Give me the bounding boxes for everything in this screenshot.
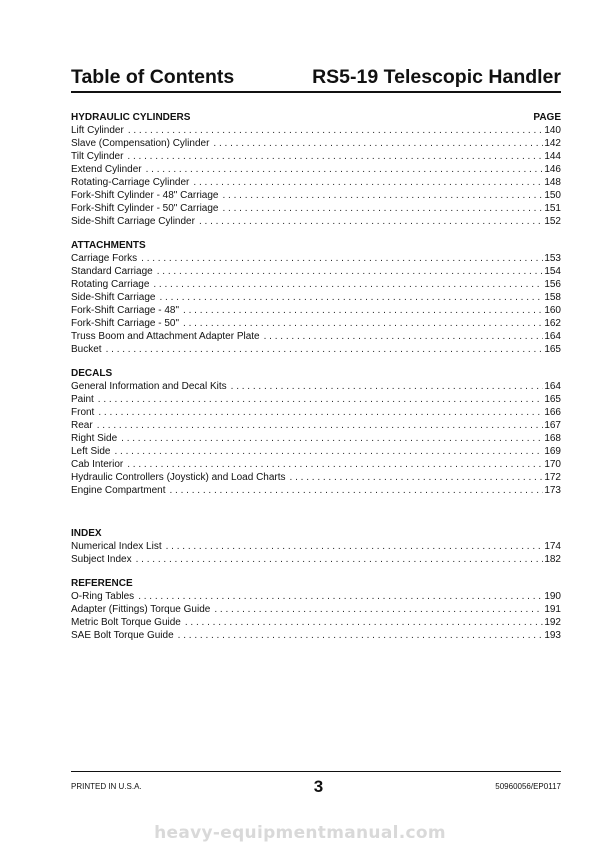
entry-page: 142: [544, 138, 561, 149]
entry-page: 158: [544, 292, 561, 303]
entry-page: 152: [544, 216, 561, 227]
entry-title: Slave (Compensation) Cylinder: [71, 138, 210, 149]
dot-leader: [170, 484, 544, 497]
dot-leader: [127, 150, 543, 163]
toc-entry[interactable]: [71, 553, 561, 566]
entry-title: Rotating Carriage: [71, 279, 150, 290]
entry-title: Side-Shift Carriage Cylinder: [71, 216, 195, 227]
entry-page: 192: [544, 617, 561, 628]
dot-leader: [138, 590, 543, 603]
toc-entry[interactable]: [71, 419, 561, 432]
entry-title: Extend Cylinder: [71, 164, 142, 175]
entry-title: Bucket: [71, 344, 102, 355]
entry-page: 172: [544, 472, 561, 483]
section-title: DECALS: [71, 368, 113, 379]
dot-leader: [153, 278, 543, 291]
toc-entry[interactable]: [71, 471, 561, 484]
entry-title: Cab Interior: [71, 459, 124, 470]
section-heading: [71, 111, 561, 124]
dot-leader: [146, 163, 544, 176]
entry-title: Fork-Shift Cylinder - 48" Carriage: [71, 190, 219, 201]
toc-entry[interactable]: [71, 629, 561, 642]
entry-title: Numerical Index List: [71, 541, 162, 552]
dot-leader: [290, 471, 544, 484]
header-right-title: RS5-19 Telescopic Handler: [312, 66, 561, 88]
entry-title: Fork-Shift Carriage - 48": [71, 305, 180, 316]
entry-page: 160: [544, 305, 561, 316]
entry-title: Truss Boom and Attachment Adapter Plate: [71, 331, 260, 342]
entry-title: Left Side: [71, 446, 111, 457]
entry-page: 169: [544, 446, 561, 457]
section-title: HYDRAULIC CYLINDERS: [71, 112, 191, 123]
entry-title: Front: [71, 407, 95, 418]
toc-section-decals: [71, 367, 561, 497]
toc-entry[interactable]: [71, 406, 561, 419]
dot-leader: [199, 215, 543, 228]
toc-entry[interactable]: [71, 484, 561, 497]
dot-leader: [183, 317, 543, 330]
entry-page: 165: [544, 394, 561, 405]
section-heading: [71, 239, 561, 252]
dot-leader: [231, 380, 544, 393]
entry-title: Fork-Shift Cylinder - 50" Carriage: [71, 203, 219, 214]
entry-page: 153: [544, 253, 561, 264]
page-footer: [71, 771, 561, 796]
entry-title: Metric Bolt Torque Guide: [71, 617, 181, 628]
dot-leader: [141, 252, 543, 265]
toc-section-reference: [71, 577, 561, 642]
entry-page: 170: [544, 459, 561, 470]
toc-entry[interactable]: [71, 278, 561, 291]
entry-page: 148: [544, 177, 561, 188]
entry-page: 165: [544, 344, 561, 355]
entry-title: Subject Index: [71, 554, 132, 565]
entry-page: 173: [544, 485, 561, 496]
entry-title: Tilt Cylinder: [71, 151, 124, 162]
entry-page: 162: [544, 318, 561, 329]
entry-page: 150: [544, 190, 561, 201]
dot-leader: [213, 137, 543, 150]
toc-entry[interactable]: [71, 150, 561, 163]
toc-entry[interactable]: [71, 317, 561, 330]
toc-entry[interactable]: [71, 380, 561, 393]
entry-title: Fork-Shift Carriage - 50": [71, 318, 180, 329]
toc-section-hydraulic-cylinders: [71, 111, 561, 228]
entry-page: 191: [544, 604, 561, 615]
entry-title: Engine Compartment: [71, 485, 166, 496]
entry-page: 182: [544, 554, 561, 565]
toc-entry[interactable]: [71, 252, 561, 265]
entry-page: 144: [544, 151, 561, 162]
entry-page: 156: [544, 279, 561, 290]
entry-title: Right Side: [71, 433, 118, 444]
entry-page: 174: [544, 541, 561, 552]
toc-section-index: [71, 527, 561, 566]
dot-leader: [136, 553, 544, 566]
document-code: 50960056/EP0117: [495, 782, 561, 791]
toc-entry[interactable]: [71, 458, 561, 471]
dot-leader: [183, 304, 543, 317]
dot-leader: [223, 189, 544, 202]
toc-section-attachments: [71, 239, 561, 356]
section-heading: [71, 367, 561, 380]
dot-leader: [97, 419, 544, 432]
section-heading: [71, 527, 561, 540]
section-title: ATTACHMENTS: [71, 240, 146, 251]
page-number: 3: [313, 777, 324, 796]
entry-page: 140: [544, 125, 561, 136]
entry-title: Side-Shift Carriage: [71, 292, 156, 303]
entry-title: Standard Carriage: [71, 266, 153, 277]
toc-entry[interactable]: [71, 304, 561, 317]
toc-entry[interactable]: [71, 137, 561, 150]
dot-leader: [157, 265, 544, 278]
toc-entry[interactable]: [71, 616, 561, 629]
toc-entry[interactable]: [71, 124, 561, 137]
entry-title: Carriage Forks: [71, 253, 138, 264]
section-heading: [71, 577, 561, 590]
entry-page: 190: [544, 591, 561, 602]
toc-entry[interactable]: [71, 291, 561, 304]
watermark: heavy-equipmentmanual.com: [154, 823, 446, 843]
dot-leader: [185, 616, 543, 629]
entry-page: 146: [544, 164, 561, 175]
toc-entry[interactable]: [71, 590, 561, 603]
entry-page: 168: [544, 433, 561, 444]
entry-title: SAE Bolt Torque Guide: [71, 630, 174, 641]
entry-page: 193: [544, 630, 561, 641]
dot-leader: [106, 343, 544, 356]
dot-leader: [98, 406, 543, 419]
page-column-label: PAGE: [533, 112, 561, 123]
header-left-title: Table of Contents: [71, 66, 235, 88]
entry-title: Rotating-Carriage Cylinder: [71, 177, 190, 188]
toc-entry[interactable]: [71, 265, 561, 278]
dot-leader: [128, 124, 544, 137]
entry-title: O-Ring Tables: [71, 591, 135, 602]
entry-page: 151: [544, 203, 561, 214]
entry-title: General Information and Decal Kits: [71, 381, 227, 392]
entry-page: 164: [544, 381, 561, 392]
page-header: [71, 66, 561, 93]
toc-entry[interactable]: [71, 215, 561, 228]
dot-leader: [178, 629, 544, 642]
dot-leader: [264, 330, 544, 343]
entry-title: Adapter (Fittings) Torque Guide: [71, 604, 211, 615]
dot-leader: [127, 458, 543, 471]
toc-entry[interactable]: [71, 393, 561, 406]
section-title: REFERENCE: [71, 578, 133, 589]
toc-entry[interactable]: [71, 343, 561, 356]
toc-entry[interactable]: [71, 176, 561, 189]
dot-leader: [159, 291, 543, 304]
toc-entry[interactable]: [71, 432, 561, 445]
entry-title: Lift Cylinder: [71, 125, 124, 136]
dot-leader: [214, 603, 543, 616]
entry-page: 166: [544, 407, 561, 418]
toc-entry[interactable]: [71, 330, 561, 343]
toc-entry[interactable]: [71, 163, 561, 176]
entry-page: 154: [544, 266, 561, 277]
toc-entry[interactable]: [71, 603, 561, 616]
dot-leader: [193, 176, 543, 189]
toc-entry[interactable]: [71, 445, 561, 458]
table-of-contents: [71, 111, 561, 642]
toc-entry[interactable]: [71, 202, 561, 215]
printed-in-label: PRINTED IN U.S.A.: [71, 782, 142, 791]
section-title: INDEX: [71, 528, 102, 539]
entry-title: Hydraulic Controllers (Joystick) and Load Charts: [71, 472, 286, 483]
dot-leader: [98, 393, 544, 406]
entry-title: Rear: [71, 420, 93, 431]
entry-page: 167: [544, 420, 561, 431]
dot-leader: [114, 445, 543, 458]
dot-leader: [166, 540, 544, 553]
entry-page: 164: [544, 331, 561, 342]
toc-entry[interactable]: [71, 189, 561, 202]
toc-entry[interactable]: [71, 540, 561, 553]
dot-leader: [223, 202, 544, 215]
dot-leader: [121, 432, 543, 445]
entry-title: Paint: [71, 394, 94, 405]
